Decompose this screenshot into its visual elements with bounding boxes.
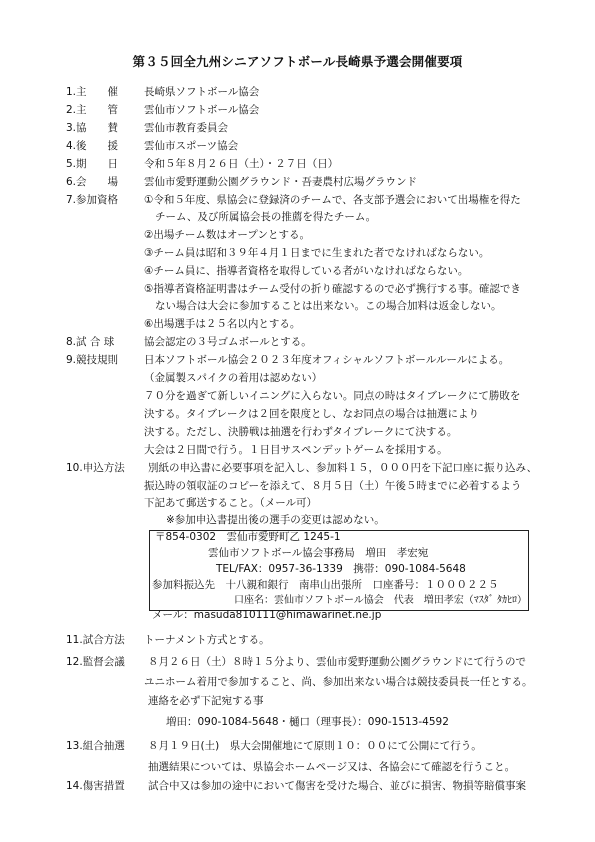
- item-label-support: 3.協 賛: [66, 122, 119, 134]
- box-postal-address: 〒854-0302 雲仙市愛野町乙 1245-1: [155, 531, 341, 543]
- item-text-backing: 雲仙市スポーツ協会: [144, 140, 239, 152]
- box-tel: TEL/FAX：0957-36-1339 携帯：090-1084-5648: [216, 563, 466, 575]
- meeting-line: 連絡を必ず下記宛する事: [148, 695, 264, 707]
- rules-line: （金属製スパイクの着用は認めない）: [144, 372, 323, 384]
- box-account: 口座名：雲仙市ソフトボール協会 代表 増田孝宏（ﾏｽﾀﾞ ﾀｶﾋﾛ）: [234, 595, 527, 606]
- application-line: 下記あて郵送すること。（メール可）: [144, 497, 318, 509]
- item-label-backing: 4.後 援: [66, 140, 119, 152]
- meeting-contacts: 増田：090-1084-5648・樋口（理事長）：090-1513-4592: [166, 716, 449, 728]
- meeting-line: ユニホーム着用で参加すること、尚、参加出来ない場合は競技委員長一任とする。: [144, 676, 533, 688]
- item-text-support: 雲仙市教育委員会: [144, 122, 228, 134]
- application-note: ※参加申込書提出後の選手の変更は認めない。: [166, 514, 385, 526]
- item-text-format: トーナメント方式とする。: [144, 634, 270, 646]
- document-title: 第３５回全九州シニアソフトボール長崎県予選会開催要項: [132, 54, 463, 69]
- meeting-line: ８月２６日（土）８時１５分より、雲仙市愛野運動公園グラウンドにて行うので: [148, 656, 526, 668]
- item-label-ball: 8.試 合 球: [66, 336, 115, 348]
- item-label-injury: 14.傷害措置: [66, 780, 125, 792]
- rules-line: 決する。ただし、決勝戦は抽選を行わずタイブレークにて決する。: [144, 426, 458, 438]
- item-label-eligibility: 7.参加資格: [66, 194, 119, 206]
- draw-line: ８月１９日(土) 県大会開催地にて原則１０：００にて公開にて行う。: [148, 740, 482, 752]
- item-label-sponsor: 1.主 催: [66, 86, 119, 98]
- eligibility-line: ない場合は大会に参加することは出来ない。この場合加料は返金しない。: [155, 300, 502, 312]
- item-label-rules: 9.競技規則: [66, 354, 119, 366]
- eligibility-line: ①令和５年度、県協会に登録済のチームで、各支部予選会において出場権を得た: [144, 194, 521, 206]
- item-label-organizer: 2.主 管: [66, 104, 119, 116]
- application-line: 振込時の領収証のコピーを添えて、８月５日（土）午後５時までに必着するよう: [144, 480, 522, 492]
- item-label-managers-meeting: 12.監督会議: [66, 656, 125, 668]
- eligibility-line: チーム、及び所属協会長の推薦を得たチーム。: [155, 211, 377, 223]
- box-bank: 参加料振込先 十八親和銀行 南串山出張所 口座番号：１０００２２５: [152, 579, 499, 591]
- item-label-application: 10.申込方法: [66, 462, 125, 474]
- rules-line: ７０分を過ぎて新しいイニングに入らない。同点の時はタイブレークにて勝敗を: [144, 390, 521, 402]
- item-text-sponsor: 長崎県ソフトボール協会: [144, 86, 260, 98]
- rules-line: 大会は２日間で行う。１日目サスペンデットゲームを採用する。: [144, 444, 448, 456]
- box-office: 雲仙市ソフトボール協会事務局 増田 孝宏宛: [208, 547, 429, 559]
- eligibility-line: ②出場チーム数はオープンとする。: [144, 229, 310, 241]
- item-label-venue: 6.会 場: [66, 176, 119, 188]
- rules-line: 日本ソフトボール協会２０２３年度オフィシャルソフトボールルールによる。: [144, 354, 510, 366]
- eligibility-line: ③チーム員は昭和３９年４月１日までに生まれた者でなければならない。: [144, 247, 490, 259]
- injury-line: 試合中又は参加の途中において傷害を受けた場合、並びに損害、物損等賠償事案: [148, 780, 526, 792]
- item-text-date: 令和５年８月２６日（土）・２７日（日）: [144, 158, 339, 170]
- item-text-ball: 協会認定の３号ゴムボールとする。: [144, 336, 312, 348]
- item-text-venue: 雲仙市愛野運動公園グラウンド・吾妻農村広場グラウンド: [144, 176, 417, 188]
- application-line: 別紙の申込書に必要事項を記入し、参加料１５，０００円を下記口座に振り込み、: [148, 462, 538, 474]
- draw-line: 抽選結果については、県協会ホームページ又は、各協会にて確認を行うこと。: [148, 761, 516, 773]
- box-mail: メール：masuda810111@himawarinet.ne.jp: [152, 609, 382, 621]
- item-label-draw: 13.組合抽選: [66, 740, 125, 752]
- eligibility-line: ④チーム員に、指導者資格を取得している者がいなければならない。: [144, 265, 469, 277]
- item-text-organizer: 雲仙市ソフトボール協会: [144, 104, 260, 116]
- eligibility-line: ⑥出場選手は２５名以内とする。: [144, 318, 301, 330]
- item-label-date: 5.期 日: [66, 158, 119, 170]
- rules-line: 決する。タイブレークは２回を限度とし、なお同点の場合は抽選により: [144, 408, 480, 420]
- eligibility-line: ⑤指導者資格証明書はチーム受付の折り確認するので必ず携行する事。確認でき: [144, 283, 521, 295]
- item-label-format: 11.試合方法: [66, 634, 125, 646]
